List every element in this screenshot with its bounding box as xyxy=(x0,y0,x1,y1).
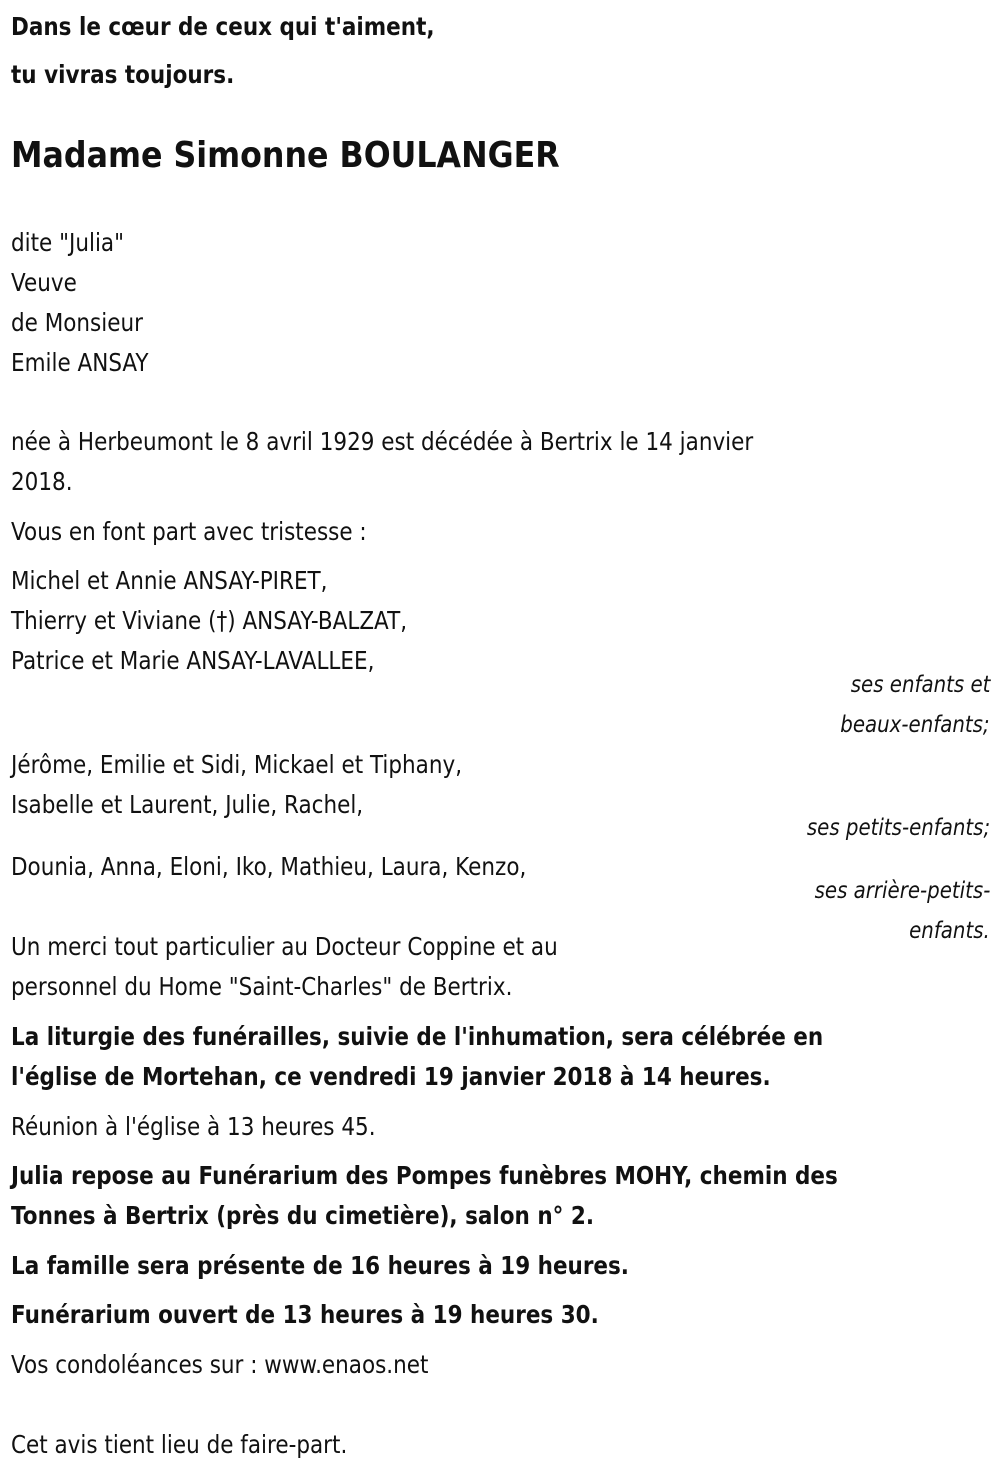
funeral-home-line-2: Tonnes à Bertrix (près du cimetière), salon n° 2. xyxy=(11,1201,594,1230)
children-label-line-2: beaux-enfants; xyxy=(840,712,990,738)
great-grandchildren-label-line-1: ses arrière-petits- xyxy=(814,878,990,904)
grandchildren-entry: Isabelle et Laurent, Julie, Rachel, xyxy=(11,790,364,819)
epigraph-line-2: tu vivras toujours. xyxy=(11,60,235,89)
grandchildren-entry: Jérôme, Emilie et Sidi, Mickael et Tiphany, xyxy=(11,750,463,779)
birth-death-line-1: née à Herbeumont le 8 avril 1929 est décédée à Bertrix le 14 janvier xyxy=(11,427,754,456)
children-label-line-1: ses enfants et xyxy=(850,672,990,698)
deceased-status: Veuve xyxy=(11,268,77,297)
child-entry: Patrice et Marie ANSAY-LAVALLEE, xyxy=(11,646,375,675)
condolences-link[interactable]: www.enaos.net xyxy=(264,1350,429,1379)
condolences-prefix: Vos condoléances sur : xyxy=(11,1350,265,1379)
child-entry: Michel et Annie ANSAY-PIRET, xyxy=(11,566,328,595)
family-presence: La famille sera présente de 16 heures à 19 heures. xyxy=(11,1251,629,1280)
great-grandchildren-label-line-2: enfants. xyxy=(909,918,990,944)
grandchildren-label: ses petits-enfants; xyxy=(806,815,990,841)
funeral-home-line-1: Julia repose au Funérarium des Pompes funèbres MOHY, chemin des xyxy=(11,1161,838,1190)
spouse-name: Emile ANSAY xyxy=(11,348,149,377)
child-entry: Thierry et Viviane (†) ANSAY-BALZAT, xyxy=(11,606,408,635)
birth-death-line-2: 2018. xyxy=(11,467,73,496)
spouse-prefix: de Monsieur xyxy=(11,308,143,337)
opening-hours: Funérarium ouvert de 13 heures à 19 heures 30. xyxy=(11,1300,599,1329)
great-grandchildren-entry: Dounia, Anna, Eloni, Iko, Mathieu, Laura, Kenzo, xyxy=(11,852,527,881)
thanks-line-1: Un merci tout particulier au Docteur Coppine et au xyxy=(11,932,558,961)
deceased-alias: dite "Julia" xyxy=(11,228,124,257)
ceremony-line-2: l'église de Mortehan, ce vendredi 19 janvier 2018 à 14 heures. xyxy=(11,1062,771,1091)
meeting-time: Réunion à l'église à 13 heures 45. xyxy=(11,1112,376,1141)
announcement-intro: Vous en font part avec tristesse : xyxy=(11,517,367,546)
deceased-name-title: Madame Simonne BOULANGER xyxy=(11,135,560,176)
thanks-line-2: personnel du Home "Saint-Charles" de Bertrix. xyxy=(11,972,513,1001)
ceremony-line-1: La liturgie des funérailles, suivie de l'inhumation, sera célébrée en xyxy=(11,1022,824,1051)
footer-notice: Cet avis tient lieu de faire-part. xyxy=(11,1430,348,1459)
epigraph-line-1: Dans le cœur de ceux qui t'aiment, xyxy=(11,12,435,41)
condolences xyxy=(11,1350,428,1380)
